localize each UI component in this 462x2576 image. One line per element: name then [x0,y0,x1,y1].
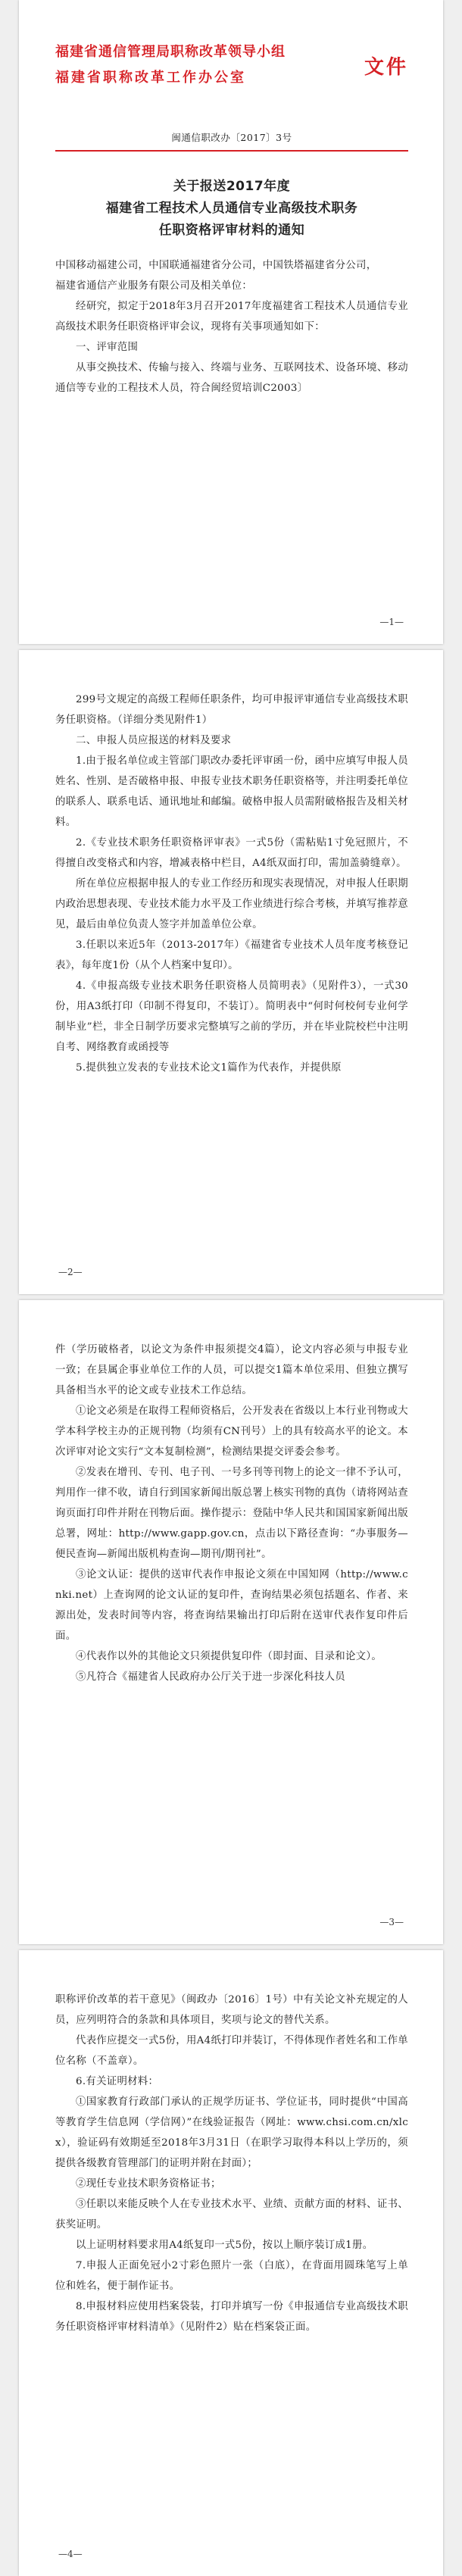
list-item: 1.由于报名单位或主管部门职改办委托评审函一份，函中应填写申报人员姓名、性别、是否破格申报、申报专业技术职务任职资格等，并注明委托单位的联系人、联系电话、通讯地址和邮编。破格申报人员需附破格报告及相关材料。 [55,755,408,828]
list-item: ②发表在增刊、专刊、电子刊、一号多刊等刊物上的论文一律不予认可，判用作一律不收，请自行到国家新闻出版总署上核实刊物的真伪（请将网站查询页面打印件并附在刊物后面。操作提示：登陆中华人民共和国国家新闻出版总署，网址：http://www.gapp.gov.cn，点击以下路径查询：“办事服务—便民查询—新闻出版机构查询—期刊/期刊社”。 [55,1467,408,1560]
document-page-1 [19,0,443,644]
document-type: 文件 [364,56,408,79]
paragraph: 所在单位应根据申报人的专业工作经历和现实表现情况，对申报人任职期内政治思想表现、专业技术能力水平及工作业绩进行综合考核，并填写推荐意见，最后由单位负责人签字并加盖单位公章。 [55,878,408,930]
page-number: —2— [58,1267,83,1277]
list-item: 3.任职以来近5年（2013-2017年）《福建省专业技术人员年度考核登记表》，每年度1份（从个人档案中复印）。 [55,939,408,971]
page-3-content [55,1340,408,1687]
document-page-2 [19,650,443,1294]
list-item: 2.《专业技术职务任职资格评审表》一式5份（需粘贴1寸免冠照片，不得擅自改变格式和内容，增减表格中栏目，A4纸双面打印，需加盖骑缝章）。 [55,837,408,869]
page-2-content [55,689,408,1078]
page-number: —1— [379,617,404,627]
issuer-name-2: 福建省职称改革工作办公室 [55,70,246,86]
page-1-content [55,18,408,399]
page-4-content [55,1990,408,2337]
document-page-4 [19,1950,443,2576]
title-line-1: 关于报送2017年度 [173,179,291,194]
issuer-name-1: 福建省通信管理局职称改革领导小组 [55,44,286,60]
document-number: 闽通信职改办〔2017〕3号 [171,132,292,143]
paragraph: 以上证明材料要求用A4纸复印一式5份，按以上顺序装订成1册。 [76,2240,373,2251]
list-item: ①国家教育行政部门承认的正规学历证书、学位证书，同时提供“中国高等教育学生信息网（学信网）”在线验证报告（网址：www.chsi.com.cn/xlcx），验证码有效期延至2018年3月31日（在职学习取得本科以上学历的，须提供各级教育管理部门的证明并附在封面）； [55,2096,408,2169]
page-number: —4— [58,2549,83,2559]
paragraph: 代表作应提交一式5份，用A4纸打印并装订，不得体现作者姓名和工作单位名称（不盖章）。 [55,2035,408,2067]
title-line-2: 福建省工程技术人员通信专业高级技术职务 [105,201,358,216]
list-item: ③任职以来能反映个人在专业技术水平、业绩、贡献方面的材料、证书、获奖证明。 [55,2199,408,2231]
list-item: 7.申报人正面免冠小2寸彩色照片一张（白底），在背面用圆珠笔写上单位和姓名，便于制作证书。 [55,2260,408,2292]
scope-paragraph: 从事交换技术、传输与接入、终端与业务、互联网技术、设备环境、移动通信等专业的工程技术人员，符合闽经贸培训C2003〕 [55,362,408,394]
salutation: 中国移动福建公司，中国联通福建省分公司，中国铁塔福建省分公司， [55,260,377,271]
page-number: —3— [379,1917,404,1927]
list-item: ①论文必须是在取得工程师资格后，公开发表在省级以上本行业刊物或大学本科学校主办的正规刊物（均须有CN刊号）上的具有较高水平的论文。本次评审对论文实行“文本复制检测”，检测结果提交评委会参考。 [55,1405,408,1458]
salutation-cont: 福建省通信产业服务有限公司及相关单位： [55,280,253,292]
list-item: 6.有关证明材料： [76,2076,159,2087]
title-line-3: 任职资格评审材料的通知 [158,223,305,238]
intro-paragraph: 经研究，拟定于2018年3月召开2017年度福建省工程技术人员通信专业高级技术职务任职资格评审会议，现将有关事项通知如下： [55,301,408,333]
list-item: 8.申报材料应使用档案袋装，打印并填写一份《申报通信专业高级技术职务任职资格评审材料清单》（见附件2）贴在档案袋正面。 [55,2301,408,2333]
list-item: 4.《申报高级专业技术职务任职资格人员简明表》（见附件3），一式30份，用A3纸打印（印制不得复印，不装订）。简明表中“何时何校何专业何学制毕业”栏，非全日制学历要求完整填写之前的学历，并在毕业院校栏中注明自考、网络教育或函授等 [55,980,408,1053]
paragraph: 299号文规定的高级工程师任职条件，均可申报评审通信专业高级技术职务任职资格。（详细分类见附件1） [55,694,408,726]
paragraph: 件（学历破格者，以论文为条件申报须提交4篇），论文内容必须与申报专业一致；在县属企事业单位工作的人员，可以提交1篇本单位采用、但独立撰写具备相当水平的论文或专业技术工作总结。 [55,1344,408,1396]
red-divider-line [55,150,408,152]
section-heading-1: 一、评审范围 [76,342,139,353]
document-title [55,176,408,242]
paragraph: 职称评价改革的若干意见》（闽政办〔2016〕1号）中有关论文补充规定的人员，应列明符合的条款和具体项目，奖项与论文的替代关系。 [55,1994,408,2026]
list-item: 5.提供独立发表的专业技术论文1篇作为代表作，并提供原 [76,1062,342,1074]
section-heading-2: 二、申报人员应报送的材料及要求 [76,735,232,746]
document-page-3 [19,1300,443,1944]
list-item: ④代表作以外的其他论文只须提供复印件（即封面、目录和论文）。 [76,1651,382,1662]
list-item: ③论文认证：提供的送审代表作申报论文须在中国知网（http://www.cnki.net）上查询网的论文认证的复印件，查询结果必须包括题名、作者、来源出处，发表时间等内容，将查询结果输出打印后附在送审代表作复印件后面。 [55,1569,408,1642]
red-header [55,18,408,108]
list-item: ⑤凡符合《福建省人民政府办公厅关于进一步深化科技人员 [76,1671,345,1683]
list-item: ②现任专业技术职务资格证书； [76,2178,221,2190]
